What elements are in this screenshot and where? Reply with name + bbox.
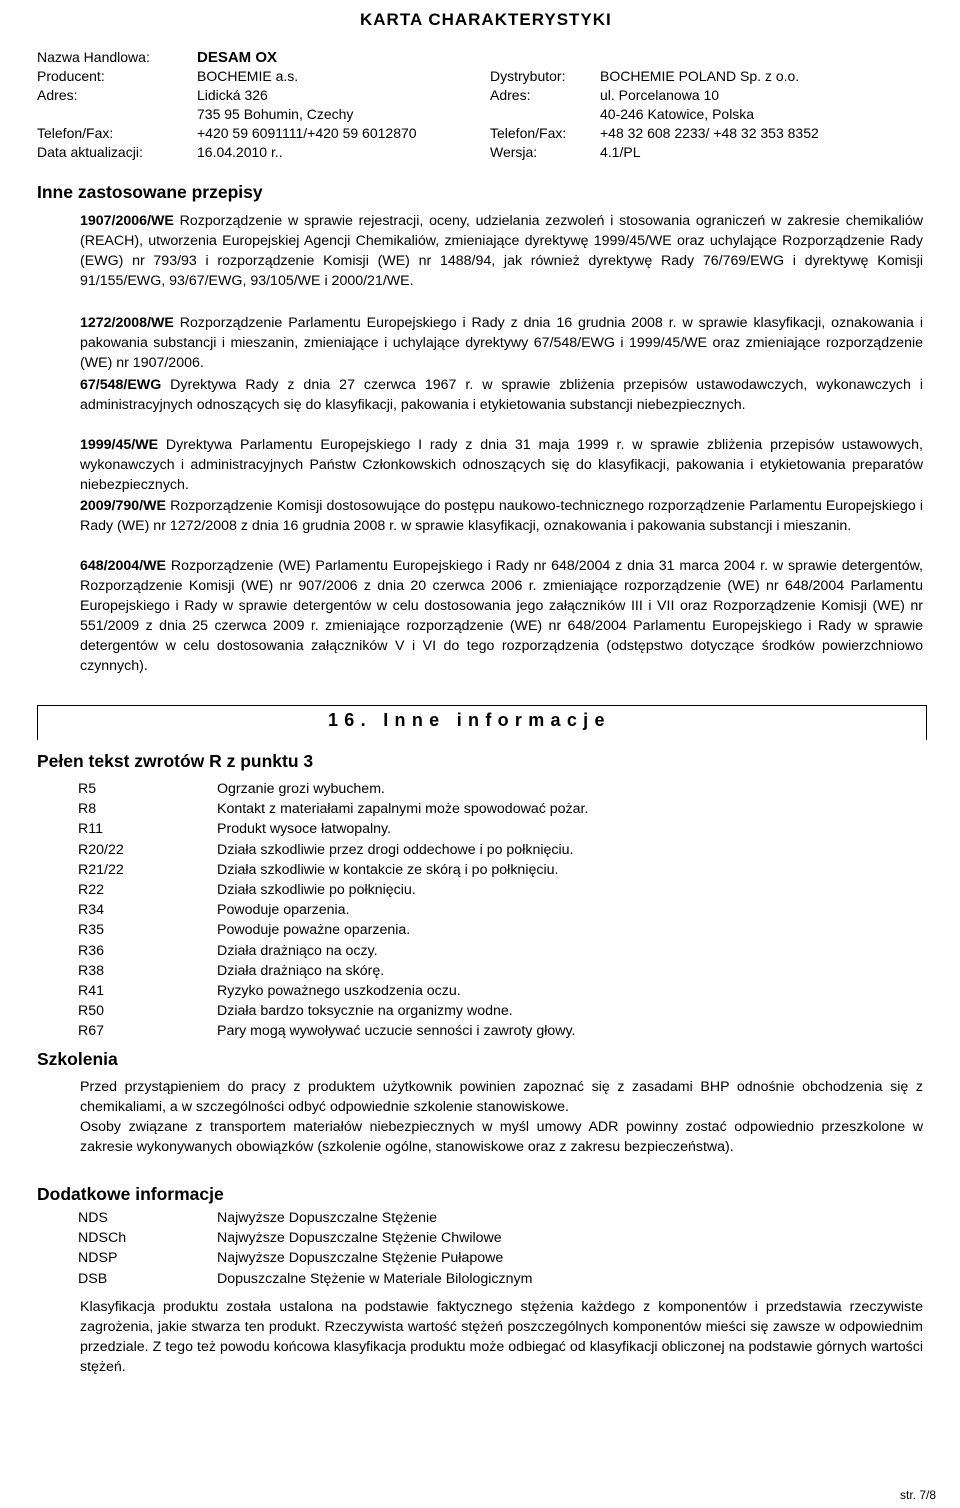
phone: +420 59 6091111/+420 59 6012870	[197, 125, 417, 141]
list-item-code: R34	[78, 902, 105, 919]
regulation-code: 67/548/EWG	[80, 377, 162, 393]
list-item-text: Najwyższe Dopuszczalne Stężenie Pułapowe	[217, 1250, 504, 1267]
list-item-text: Ogrzanie grozi wybuchem.	[217, 781, 385, 797]
regulation-paragraph	[80, 435, 923, 495]
dist-address-line-2: 40-246 Katowice, Polska	[600, 106, 755, 122]
regulation-text: Rozporządzenie Komisji dostosowujące do postępu naukowo-technicznego rozporządzenie Parlamentu Europejskiego i Rady (WE) nr 1272/2008 z dnia 16 grudnia 2008 r. w sprawie klasyfikacji, oznakowania i pakowania substancji i mieszanin.	[80, 498, 923, 534]
list-item-code: NDSCh	[78, 1230, 127, 1247]
regulation-code: 1907/2006/WE	[80, 213, 174, 229]
training-paragraph-2: Osoby związane z transportem materiałów niebezpiecznych w myśl umowy ADR powinny zostać odpowiednio przeszkolone w zakresie wykonywanych obowiązków (szkolenie ogólne, stanowiskowe oraz z zakresu bezpieczeństwa).	[80, 1119, 923, 1155]
producer: BOCHEMIE a.s.	[197, 68, 299, 84]
page-number: str. 7/8	[900, 1488, 937, 1502]
phone-label: Telefon/Fax:	[37, 125, 114, 141]
section-16-title: 16. Inne informacje	[328, 710, 611, 730]
list-item-text: Działa drażniąco na oczy.	[217, 942, 378, 959]
list-item-code: R50	[78, 1003, 105, 1020]
regulation-text: Dyrektywa Rady z dnia 27 czerwca 1967 r. w sprawie zbliżenia przepisów ustawodawczych, wykonawczych i administracyjnych odnoszących się do klasyfikacji, pakowania i etykietowania substancji niebezpiecznych.	[80, 377, 923, 413]
additional-info-heading: Dodatkowe informacje	[37, 1184, 224, 1204]
trade-name-label: Nazwa Handlowa:	[37, 49, 150, 65]
list-item-text: Działa bardzo toksycznie na organizmy wodne.	[217, 1003, 513, 1020]
list-item-text: Dopuszczalne Stężenie w Materiale Bilologicznym	[217, 1270, 533, 1287]
regulation-code: 1999/45/WE	[80, 437, 159, 453]
list-item-code: R11	[78, 821, 103, 838]
regulation-text: Rozporządzenie (WE) Parlamentu Europejskiego i Rady nr 648/2004 z dnia 31 marca 2004 r. w sprawie detergentów, Rozporządzenie Komisji (WE) nr 907/2006 z dnia 20 czerwca 2006 r. zmieniające rozporządzenie (WE) nr 648/2004 Parlamentu Europejskiego i Rady w sprawie detergentów w celu dostosowania jego załączników III i VII oraz Rozporządzenie Komisji (WE) nr 551/2009 z dnia 25 czerwca 2009 r. zmieniające rozporządzenie (WE) nr 648/2004 Parlamentu Europejskiego i Rady w sprawie detergentów w celu dostosowania załączników V i VI do tego rozporządzenia (odstępstwo dotyczące środków powierzchniowo czynnych).	[80, 558, 923, 674]
regulation-code: 2009/790/WE	[80, 498, 166, 514]
list-item-text: Najwyższe Dopuszczalne Stężenie	[217, 1210, 438, 1226]
producer-label: Producent:	[37, 68, 105, 84]
training-paragraph-1: Przed przystąpieniem do pracy z produktem użytkownik powinien zapoznać się z zasadami BHP odnośnie obchodzenia się z chemikaliami, a w szczególności odbyć odpowiednie szkolenie stanowiskowe.	[80, 1079, 923, 1115]
document-title: KARTA CHARAKTERYSTYKI	[360, 10, 612, 29]
dist-phone-label: Telefon/Fax:	[490, 125, 567, 141]
regulation-text: Rozporządzenie w sprawie rejestracji, oceny, udzielania zezwoleń i stosowania ograniczeń w zakresie chemikaliów (REACH), utworzenia Europejskiej Agencji Chemikaliów, zmieniające dyrektywę 1999/45/WE oraz uchylające Rozporządzenie Rady (EWG) nr 793/93 i rozporządzenie Komisji (WE) nr 1488/94, jak również dyrektywę Rady 76/769/EWG i dyrektywę Komisji 91/155/EWG, 93/67/EWG, 93/105/WE i 2000/21/WE.	[80, 213, 923, 289]
list-item-code: R21/22	[78, 861, 124, 878]
list-item-text: Najwyższe Dopuszczalne Stężenie Chwilowe	[217, 1230, 502, 1247]
regulation-paragraph	[80, 375, 923, 415]
training-heading: Szkolenia	[37, 1049, 118, 1069]
list-item-code: R38	[78, 962, 105, 979]
list-item-text: Działa drażniąco na skórę.	[217, 962, 385, 979]
address-line-1: Lidická 326	[197, 87, 268, 103]
list-item-code: R8	[78, 801, 97, 818]
list-item-text: Działa szkodliwie po połknięciu.	[217, 882, 416, 898]
dist-address-line-1: ul. Porcelanowa 10	[600, 87, 720, 103]
regulation-paragraph	[80, 496, 923, 536]
regulation-text: Dyrektywa Parlamentu Europejskiego I rady z dnia 31 maja 1999 r. w sprawie zbliżenia przepisów ustawowych, wykonawczych i administracyjnych Państw Członkowskich odnoszących się do klasyfikacji, pakowania i etykietowania preparatów niebezpiecznych.	[80, 437, 923, 493]
list-item-text: Ryzyko poważnego uszkodzenia oczu.	[217, 983, 461, 999]
list-item-code: R41	[78, 983, 105, 999]
additional-info-paragraph: Klasyfikacja produktu została ustalona na podstawie faktycznego stężenia każdego z komponentów i przedstawia rzeczywiste zagrożenia, jakie stwarza ten produkt. Rzeczywista wartość stężeń poszczególnych komponentów mieści się zawsze w odpowiednim przedziale. Z tego też powodu końcowa klasyfikacja produktu może odbiegać od klasyfikacji obliczonej na podstawie górnych wartości stężeń.	[80, 1299, 923, 1375]
other-regulations-heading: Inne zastosowane przepisy	[37, 182, 263, 202]
list-item-code: R35	[78, 922, 105, 939]
list-item-text: Powoduje poważne oparzenia.	[217, 922, 411, 939]
list-item-code: R5	[78, 781, 97, 797]
list-item-text: Działa szkodliwie przez drogi oddechowe i po połknięciu.	[217, 841, 574, 858]
regulation-code: 1272/2008/WE	[80, 315, 174, 331]
version: 4.1/PL	[600, 144, 641, 160]
list-item-code: R22	[78, 882, 105, 898]
list-item-text: Produkt wysoce łatwopalny.	[217, 821, 392, 838]
regulation-paragraph	[80, 313, 923, 373]
list-item-text: Działa szkodliwie w kontakcie ze skórą i po połknięciu.	[217, 861, 559, 878]
regulation-code: 648/2004/WE	[80, 558, 166, 574]
address-line-2: 735 95 Bohumin, Czechy	[197, 106, 354, 122]
list-item-code: R20/22	[78, 841, 124, 858]
dist-address-label: Adres:	[490, 87, 531, 103]
regulation-paragraph	[80, 211, 923, 291]
updated-label: Data aktualizacji:	[37, 144, 143, 160]
distributor: BOCHEMIE POLAND Sp. z o.o.	[600, 68, 800, 84]
r-phrases-heading: Pełen tekst zwrotów R z punktu 3	[37, 751, 314, 771]
list-item-text: Kontakt z materiałami zapalnymi może spowodować pożar.	[217, 801, 589, 818]
list-item-code: NDS	[78, 1210, 108, 1226]
list-item-text: Powoduje oparzenia.	[217, 902, 350, 919]
updated-date: 16.04.2010 r..	[197, 144, 283, 160]
list-item-code: R67	[78, 1023, 105, 1040]
version-label: Wersja:	[490, 144, 538, 160]
distributor-label: Dystrybutor:	[490, 68, 566, 84]
list-item-code: DSB	[78, 1270, 108, 1287]
list-item-text: Pary mogą wywoływać uczucie senności i zawroty głowy.	[217, 1023, 576, 1040]
regulation-text: Rozporządzenie Parlamentu Europejskiego i Rady z dnia 16 grudnia 2008 r. w sprawie klasyfikacji, oznakowania i pakowania substancji i mieszanin, zmieniające i uchylające dyrektywy 67/548/EWG i 1999/45/WE oraz zmieniające rozporządzenie (WE) nr 1907/2006.	[80, 315, 923, 371]
regulation-paragraph	[80, 556, 923, 676]
address-label: Adres:	[37, 87, 78, 103]
list-item-code: NDSP	[78, 1250, 118, 1267]
list-item-code: R36	[78, 942, 105, 959]
dist-phone: +48 32 608 2233/ +48 32 353 8352	[600, 125, 819, 141]
trade-name: DESAM OX	[197, 49, 278, 66]
